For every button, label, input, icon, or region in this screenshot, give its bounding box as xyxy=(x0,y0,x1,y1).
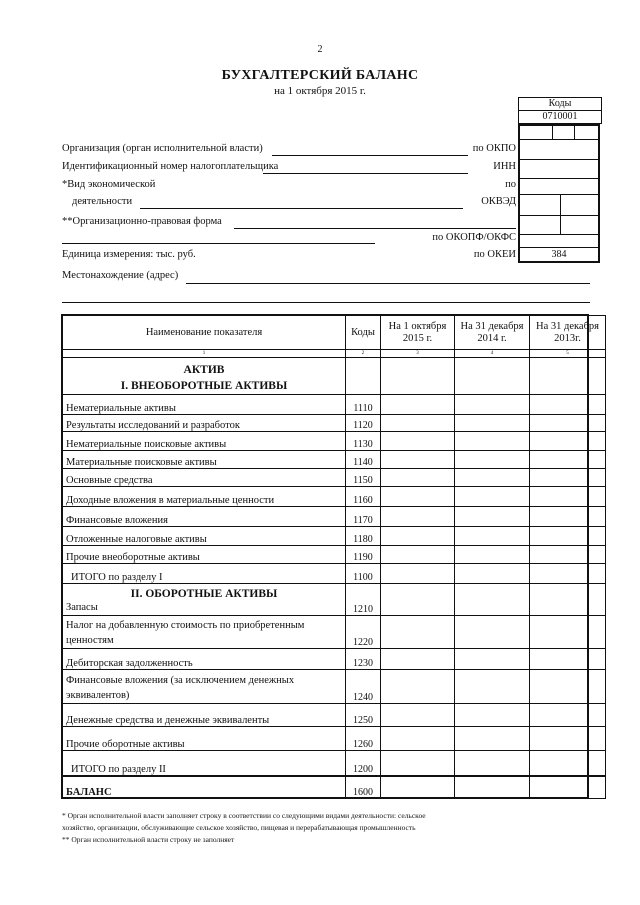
row-name-with-section xyxy=(63,584,346,616)
footnote-1: * Орган исполнительной власти заполняет строку в соответствии со следующими видами деятельности: сельское xyxy=(62,811,426,820)
col-num-2: 2 xyxy=(346,350,381,358)
section-assets-title: АКТИВ xyxy=(183,364,225,376)
row-name: Финансовые вложения (за исключением денежных эквивалентов) xyxy=(63,670,346,704)
table-row xyxy=(63,616,606,649)
location-label: Местонахождение (адрес) xyxy=(62,270,179,281)
row-name: ИТОГО по разделу II xyxy=(63,751,346,776)
section-2-title: II. ОБОРОТНЫЕ АКТИВЫ xyxy=(130,588,278,600)
row-name: Отложенные налоговые активы xyxy=(63,527,346,546)
table-row xyxy=(63,546,606,564)
subtotal-row xyxy=(63,564,606,584)
col-num-1: 1 xyxy=(63,350,346,358)
legal-form-label: **Организационно-правовая форма xyxy=(62,216,222,227)
codes-header: Коды xyxy=(518,97,602,110)
col-num-3: 3 xyxy=(381,350,455,358)
balance-total-row xyxy=(63,776,606,799)
table-row xyxy=(63,704,606,727)
table-header-row xyxy=(63,316,606,350)
row-name: ИТОГО по разделу I xyxy=(63,564,346,584)
header-col4: На 31 декабря 2014 г. xyxy=(455,316,530,350)
row-code: 1190 xyxy=(346,546,381,564)
row-code: 1130 xyxy=(346,432,381,451)
document-title: БУХГАЛТЕРСКИЙ БАЛАНС xyxy=(221,68,419,83)
okved-label: ОКВЭД xyxy=(481,196,516,207)
inn-code-label: ИНН xyxy=(493,161,516,172)
table-row xyxy=(63,727,606,751)
table-row xyxy=(63,469,606,487)
col-num-4: 4 xyxy=(455,350,530,358)
okopf-label: по ОКОПФ/ОКФС xyxy=(432,232,516,243)
row-code: 1180 xyxy=(346,527,381,546)
row-code: 1160 xyxy=(346,487,381,507)
row-code: 1250 xyxy=(346,704,381,727)
row-name: Результаты исследований и разработок xyxy=(63,415,346,432)
header-col3: На 1 октября 2015 г. xyxy=(381,316,455,350)
row-name: БАЛАНС xyxy=(63,776,346,799)
col-num-5: 5 xyxy=(530,350,606,358)
row-name: Налог на добавленную стоимость по приобретенным ценностям xyxy=(63,616,346,649)
row-code: 1260 xyxy=(346,727,381,751)
footnote-1b: хозяйство, организации, обслуживающие сельское хозяйство, пищевая и перерабатывающая промышленность xyxy=(62,823,416,832)
section-title xyxy=(63,358,346,395)
table-row xyxy=(63,395,606,415)
row-code: 1150 xyxy=(346,469,381,487)
okei-label: по ОКЕИ xyxy=(473,249,516,260)
page-number: 2 xyxy=(317,44,323,55)
inn-label: Идентификационный номер налогоплательщика xyxy=(62,161,279,172)
row-name: Нематериальные активы xyxy=(63,395,346,415)
table-row xyxy=(63,432,606,451)
row-name: Доходные вложения в материальные ценности xyxy=(63,487,346,507)
row-code: 1210 xyxy=(346,584,381,616)
activity-label: *Вид экономической xyxy=(62,179,156,190)
activity-label-2: деятельности xyxy=(72,196,133,207)
subtotal-row xyxy=(63,751,606,776)
header-indicator: Наименование показателя xyxy=(63,316,346,350)
row-name: Прочие оборотные активы xyxy=(63,727,346,751)
row-name: Дебиторская задолженность xyxy=(63,649,346,670)
column-number-row xyxy=(63,350,606,358)
table-row xyxy=(63,487,606,507)
row-name: Нематериальные поисковые активы xyxy=(63,432,346,451)
table-row xyxy=(63,584,606,616)
row-code: 1140 xyxy=(346,451,381,469)
table-row xyxy=(63,451,606,469)
row-code: 1600 xyxy=(346,776,381,799)
codes-box xyxy=(518,124,600,263)
row-code: 1120 xyxy=(346,415,381,432)
row-code: 1100 xyxy=(346,564,381,584)
row-code: 1230 xyxy=(346,649,381,670)
row-name: Основные средства xyxy=(63,469,346,487)
form-code: 0710001 xyxy=(518,110,602,124)
row-code: 1170 xyxy=(346,507,381,527)
row-code: 1110 xyxy=(346,395,381,415)
po-label: по xyxy=(505,179,516,190)
row-name: Денежные средства и денежные эквиваленты xyxy=(63,704,346,727)
okei-value: 384 xyxy=(551,249,567,260)
row-name: Запасы xyxy=(66,602,98,613)
header-codes: Коды xyxy=(346,316,381,350)
footnote-2: ** Орган исполнительной власти строку не заполняет xyxy=(62,835,235,844)
row-name: Материальные поисковые активы xyxy=(63,451,346,469)
report-date: на 1 октября 2015 г. xyxy=(274,85,366,97)
row-code: 1200 xyxy=(346,751,381,776)
header-col5: На 31 декабря 2013г. xyxy=(530,316,606,350)
unit-label: Единица измерения: тыс. руб. xyxy=(62,249,196,260)
row-name: Прочие внеоборотные активы xyxy=(63,546,346,564)
row-name: Финансовые вложения xyxy=(63,507,346,527)
table-row xyxy=(63,649,606,670)
balance-table xyxy=(62,315,606,799)
section-assets-row xyxy=(63,358,606,395)
table-row xyxy=(63,670,606,704)
okpo-label: по ОКПО xyxy=(472,143,516,154)
table-row xyxy=(63,415,606,432)
section-1-title: I. ВНЕОБОРОТНЫЕ АКТИВЫ xyxy=(120,380,288,392)
table-row xyxy=(63,507,606,527)
row-code: 1240 xyxy=(346,670,381,704)
table-row xyxy=(63,527,606,546)
organization-label: Организация (орган исполнительной власти) xyxy=(62,143,263,154)
row-code: 1220 xyxy=(346,616,381,649)
